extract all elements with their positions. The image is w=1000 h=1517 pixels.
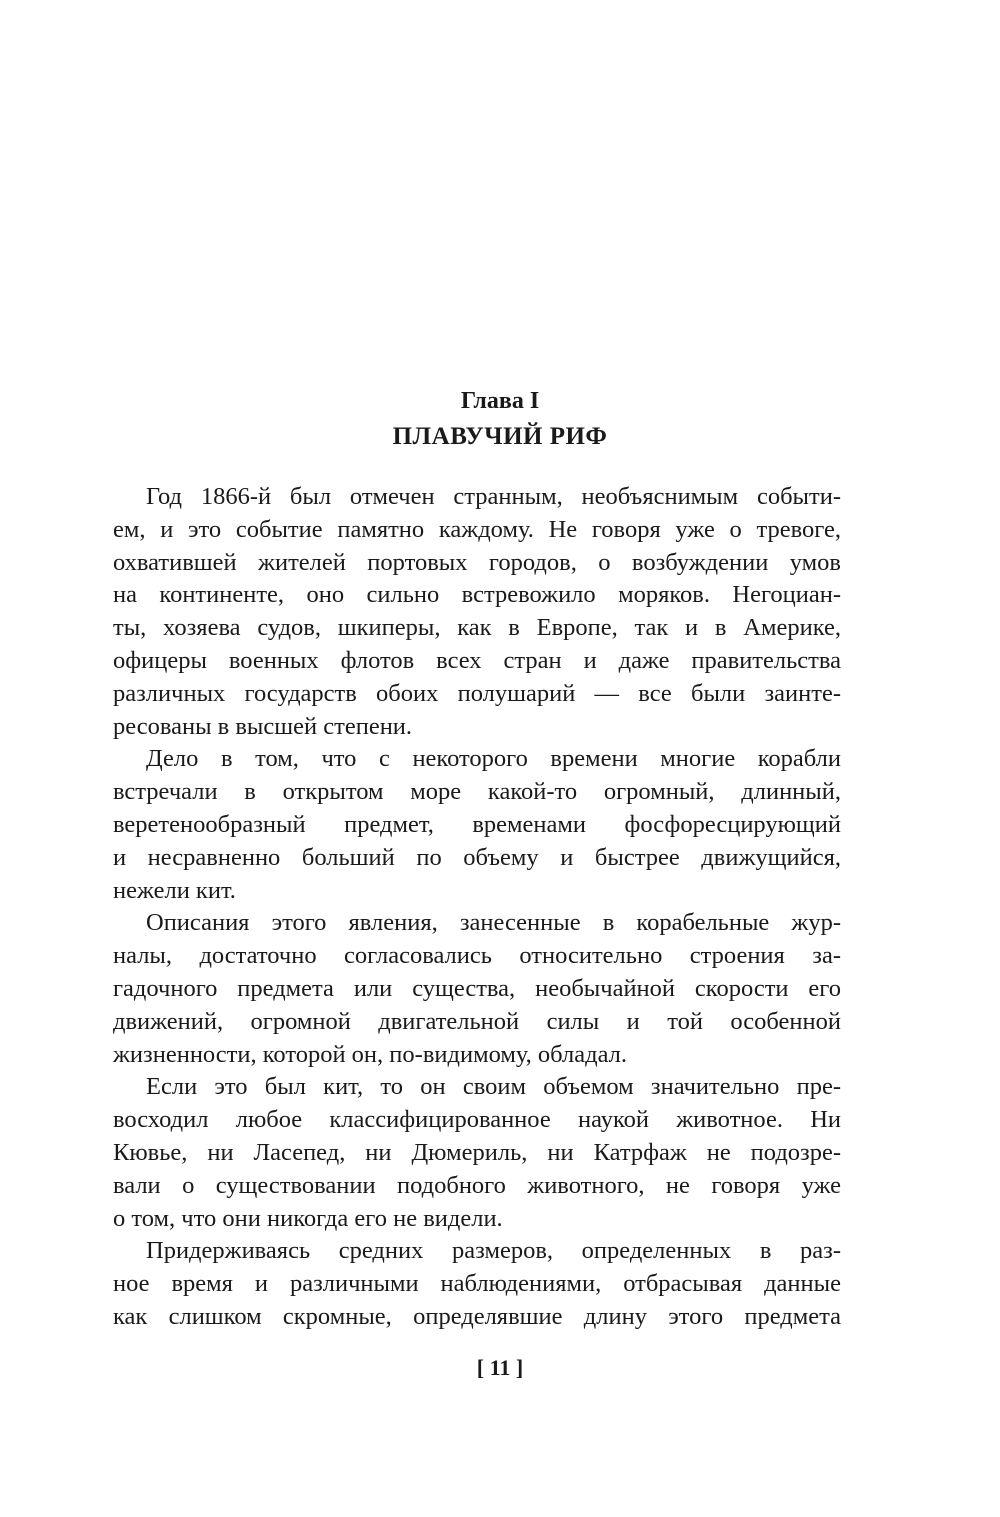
text-line: восходил любое классифицированное наукой животное. Ни: [113, 1106, 841, 1134]
text-line: вали о существовании подобного животного, не говоря уже: [113, 1171, 841, 1199]
paragraph: [113, 1235, 841, 1333]
text-line: ты, хозяева судов, шкиперы, как в Европе, так и в Америке,: [113, 614, 841, 642]
text-line: ем, и это событие памятно каждому. Не говоря уже о тревоге,: [113, 515, 841, 543]
text-line: движений, огромной двигательной силы и той особенной: [113, 1007, 841, 1035]
paragraph: [113, 1071, 841, 1235]
text-line: Кювье, ни Ласепед, ни Дюмериль, ни Катрфаж не подозре-: [113, 1138, 841, 1166]
text-line: на континенте, оно сильно встревожило моряков. Негоциан-: [113, 581, 841, 609]
page-number: [ 11 ]: [476, 1355, 524, 1380]
text-line: жизненности, которой он, по-видимому, обладал.: [113, 1040, 628, 1068]
text-line: Год 1866-й был отмечен странным, необъяснимым событи-: [146, 483, 841, 510]
text-line: гадочного предмета или существа, необычайной скорости его: [113, 974, 841, 1002]
text-line: ресованы в высшей степени.: [113, 712, 413, 740]
text-line: веретенообразный предмет, временами фосфоресцирующий: [113, 810, 841, 838]
text-line: налы, достаточно согласовались относительно строения за-: [113, 942, 841, 970]
paragraph: [113, 907, 841, 1071]
paragraph: [113, 743, 841, 907]
text-line: Придерживаясь средних размеров, определенных в раз-: [146, 1237, 841, 1265]
text-line: встречали в открытом море какой-то огромный, длинный,: [113, 778, 841, 806]
text-line: и несравненно больший по объему и быстрее движущийся,: [113, 843, 841, 871]
chapter-label: Глава I: [460, 388, 540, 414]
text-line: Дело в том, что с некоторого времени многие корабли: [146, 745, 841, 773]
body-text: [113, 481, 841, 1334]
text-line: как слишком скромные, определявшие длину этого предмета: [113, 1302, 841, 1330]
text-line: нежели кит.: [113, 876, 236, 904]
paragraph: [113, 481, 841, 743]
text-line: Если это был кит, то он своим объемом значительно пре-: [146, 1073, 841, 1101]
text-line: охватившей жителей портовых городов, о возбуждении умов: [113, 548, 841, 576]
text-line: различных государств обоих полушарий — все были заинте-: [113, 679, 841, 707]
text-line: Описания этого явления, занесенные в корабельные жур-: [146, 909, 841, 937]
text-line: ное время и различными наблюдениями, отбрасывая данные: [113, 1270, 841, 1298]
text-line: о том, что они никогда его не видели.: [113, 1204, 503, 1232]
chapter-title: ПЛАВУЧИЙ РИФ: [392, 423, 608, 450]
text-line: офицеры военных флотов всех стран и даже правительства: [113, 646, 841, 674]
